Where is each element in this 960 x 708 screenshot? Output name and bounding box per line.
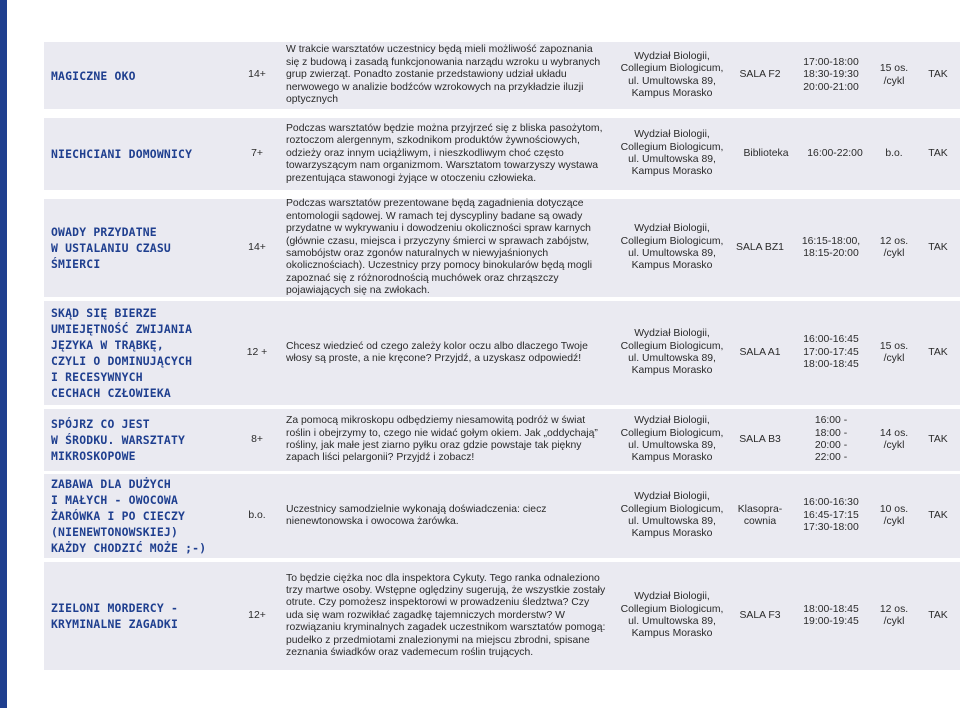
workshop-title: OWADY PRZYDATNE W USTALANIU CZASU ŚMIERCI	[51, 225, 171, 271]
workshop-title: MAGICZNE OKO	[51, 68, 136, 83]
workshop-description: Za pomocą mikroskopu odbędziemy niesamowitą podróż w świat roślin i obejrzymy to, czego nie widać gołym okiem. Jak „oddychają” rośliny, jak małe jest ziarno pyłku oraz gdzie powstaje tak piękny zapach liści pelargonii? Przyjdź i zobacz!	[286, 415, 598, 464]
workshop-location: Wydział Biologii, Collegium Biologicum, ul. Umultowska 89, Kampus Morasko	[620, 491, 724, 540]
workshop-time: 16:15-18:00, 18:15-20:00	[801, 235, 861, 259]
workshop-description: Podczas warsztatów będzie można przyjrzeć się z bliska pasożytom, roztoczom alergennym, szkodnikom produktów żywnościowych, odzieży oraz innym uciążliwym, i nieszkodliwym choć często towarzyszącym nam organizmom. Warsztatom towarzyszy wystawa prezentująca stawonogi żyjące w otoczeniu człowieka.	[286, 122, 603, 184]
left-accent-bar	[0, 0, 7, 708]
workshop-group-size: 14 os. /cykl	[879, 427, 909, 451]
workshop-row	[44, 118, 960, 190]
workshop-row	[44, 42, 960, 109]
workshop-age: 14+	[248, 69, 266, 81]
workshop-room: SALA BZ1	[736, 241, 784, 253]
workshop-title: SKĄD SIĘ BIERZE UMIEJĘTNOŚĆ ZWIJANIA JĘZYKA W TRĄBKĘ, CZYLI O DOMINUJĄCYCH I RECESYWNYCH CECHACH CZŁOWIEKA	[51, 306, 193, 400]
workshop-room: SALA A1	[739, 346, 781, 358]
workshop-registration: TAK	[928, 69, 948, 81]
workshop-registration: TAK	[928, 346, 948, 358]
workshop-registration: TAK	[928, 241, 948, 253]
workshop-location: Wydział Biologii, Collegium Biologicum, ul. Umultowska 89, Kampus Morasko	[620, 50, 724, 99]
workshop-group-size: 15 os. /cykl	[879, 63, 909, 87]
workshop-description: Uczestnicy samodzielnie wykonają doświadczenia: ciecz nienewtonowska i owocowa żarówka.	[286, 503, 547, 527]
workshop-location: Wydział Biologii, Collegium Biologicum, ul. Umultowska 89, Kampus Morasko	[620, 223, 724, 272]
workshop-group-size: 12 os. /cykl	[879, 603, 909, 627]
workshop-location: Wydział Biologii, Collegium Biologicum, ul. Umultowska 89, Kampus Morasko	[620, 415, 724, 464]
workshop-room: Klasopra- cownia	[737, 503, 783, 527]
workshop-row	[44, 301, 960, 405]
workshop-age: b.o.	[248, 509, 266, 521]
workshop-location: Wydział Biologii, Collegium Biologicum, ul. Umultowska 89, Kampus Morasko	[620, 328, 724, 377]
workshop-title: ZABAWA DLA DUŻYCH I MAŁYCH - OWOCOWA ŻARÓWKA I PO CIECZY (NIENEWTONOWSKIEJ) KAŻDY CHODZIĆ MOŻE ;-)	[51, 477, 207, 555]
workshop-registration: TAK	[928, 433, 948, 445]
workshop-title: ZIELONI MORDERCY - KRYMINALNE ZAGADKI	[51, 601, 179, 631]
workshop-description: To będzie ciężka noc dla inspektora Cykuty. Tego ranka odnaleziono trzy martwe osoby. Wstępne oględziny sugerują, że wszystkie zostały otrute. Czy pomożesz inspektorowi w prowadzeniu śledztwa? Czy uda się wam rozwikłać zagadkę tajemniczych morderstw? W rozwiązaniu kryminalnych zagadek uczestnikom warsztatów pomogą: pudełko z przedmiotami znalezionymi na miejscu zbrodni, spisane zeznania świadków oraz vademecum roślin trujących.	[286, 572, 606, 659]
workshop-time: 17:00-18:00 18:30-19:30 20:00-21:00	[803, 56, 859, 93]
workshop-description: Chcesz wiedzieć od czego zależy kolor oczu albo dlaczego Twoje włosy są proste, a nie kręcone? Przyjdź, a uzyskasz odpowiedź!	[286, 340, 588, 364]
workshop-row	[44, 199, 960, 297]
workshop-age: 14+	[248, 241, 266, 253]
workshop-age: 8+	[251, 433, 263, 445]
workshop-registration: TAK	[928, 147, 948, 159]
workshop-row	[44, 562, 960, 670]
workshop-row	[44, 409, 960, 471]
workshop-row	[44, 474, 960, 558]
workshop-title: NIECHCIANI DOMOWNICY	[51, 147, 193, 161]
workshop-group-size: b.o.	[885, 147, 903, 159]
workshop-group-size: 15 os. /cykl	[879, 340, 909, 364]
workshop-room: SALA B3	[739, 433, 781, 445]
workshop-group-size: 12 os. /cykl	[879, 235, 909, 259]
workshop-time: 16:00-16:45 17:00-17:45 18:00-18:45	[803, 334, 859, 371]
workshop-room: Biblioteka	[743, 147, 789, 159]
workshop-location: Wydział Biologii, Collegium Biologicum, ul. Umultowska 89, Kampus Morasko	[620, 591, 724, 640]
workshop-room: SALA F2	[739, 69, 781, 81]
workshop-registration: TAK	[928, 509, 948, 521]
workshop-time: 18:00-18:45 19:00-19:45	[803, 603, 859, 627]
workshop-time: 16:00-16:30 16:45-17:15 17:30-18:00	[803, 497, 859, 534]
workshop-title: SPÓJRZ CO JEST W ŚRODKU. WARSZTATY MIKROSKOPOWE	[51, 417, 186, 463]
workshop-registration: TAK	[928, 609, 948, 621]
workshop-time: 16:00 - 18:00 - 20:00 - 22:00 -	[814, 415, 848, 464]
workshop-age: 12+	[248, 609, 266, 621]
workshop-age: 7+	[251, 147, 263, 159]
workshop-group-size: 10 os. /cykl	[879, 503, 909, 527]
workshop-location: Wydział Biologii, Collegium Biologicum, ul. Umultowska 89, Kampus Morasko	[620, 129, 724, 178]
workshop-description: Podczas warsztatów prezentowane będą zagadnienia dotyczące entomologii sądowej. W ramach tej dyscypliny badane są owady przydatne w wykrywaniu i dowodzeniu okoliczności spraw karnych (głównie czasu, miejsca i przyczyny śmierci w sprawach zabójstw, samobójstw oraz zgonów naturalnych w niewyjaśnionych okolicznościach). Uczestnicy przy pomocy binokularów będą mogli zapoznać się z różnorodnością muchówek oraz chrząszczy pojawiających się na zwłokach.	[286, 198, 593, 297]
workshop-time: 16:00-22:00	[807, 147, 863, 159]
workshop-age: 12 +	[246, 346, 268, 358]
workshop-room: SALA F3	[739, 609, 781, 621]
workshop-description: W trakcie warsztatów uczestnicy będą mieli możliwość zapoznania się z budową i zasadą funkcjonowania narządu wzroku u wybranych grup zwierząt. Ponadto zostanie przedstawiony udział układu nerwowego w analizie bodźców wzrokowych na przykładzie iluzji optycznych	[286, 44, 601, 106]
